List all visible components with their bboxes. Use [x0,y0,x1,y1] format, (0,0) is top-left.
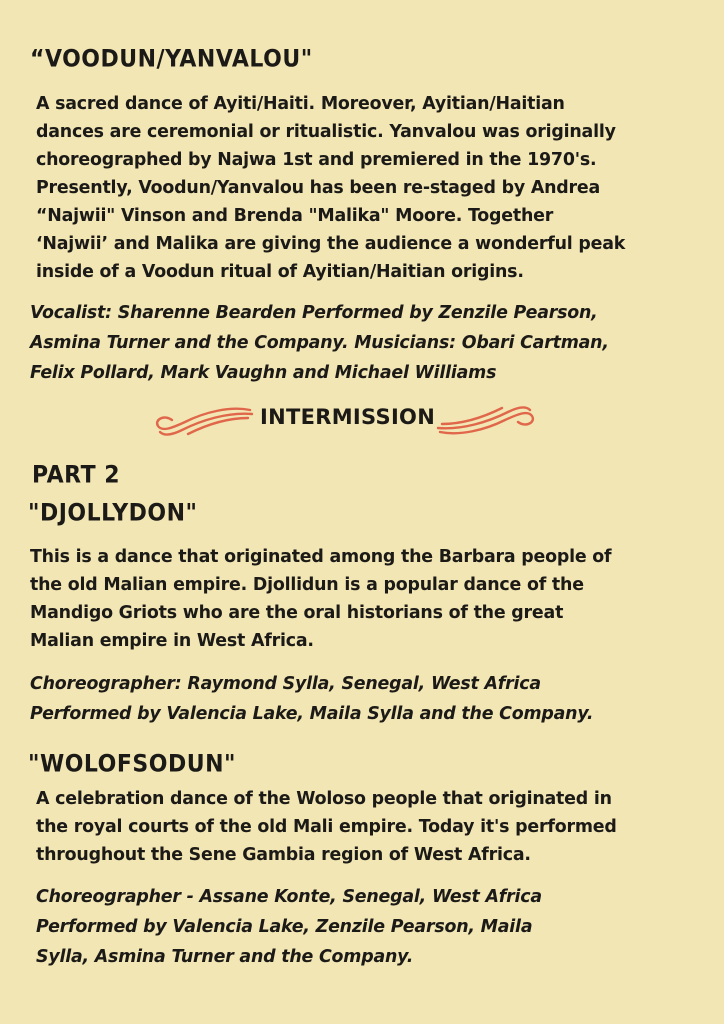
voodun-description: A sacred dance of Ayiti/Haiti. Moreover, Ayitian/Haitian dances are ceremonial or ritualistic. Yanvalou was originally choreographed by Najwa 1st and premiered in the 1970's. Presently, Voodun/Yanvalou has been re-staged by Andrea “Najwii" Vinson and Brenda "Malika" Moore. Together ‘Najwii’ and Malika are giving the audience a wonderful peak inside of a Voodun ritual of Ayitian/Haitian origins. [36,94,626,282]
voodun-credits: Vocalist: Sharenne Bearden Performed by Zenzile Pearson, Asmina Turner and the Company. Musicians: Obari Cartman, Felix Pollard, Mark Vaughn and Michael Williams [30,303,609,383]
voodun-title: “VOODUN/YANVALOU" [30,46,313,73]
djollydon-title: "DJOLLYDON" [28,500,198,527]
djollydon-credits: Choreographer: Raymond Sylla, Senegal, West Africa Performed by Valencia Lake, Maila Sylla and the Company. [30,674,594,724]
intermission-label: INTERMISSION [260,405,436,429]
right-swirl-icon [438,408,533,434]
wolofsodun-credits: Choreographer - Assane Konte, Senegal, West Africa Performed by Valencia Lake, Zenzile Pearson, Maila Sylla, Asmina Turner and the Company. [36,887,542,967]
wolofsodun-description: A celebration dance of the Woloso people that originated in the royal courts of the old Mali empire. Today it's performed throughout the Sene Gambia region of West Africa. [36,789,617,865]
wolofsodun-title: "WOLOFSODUN" [28,751,236,778]
part2-label: PART 2 [32,462,121,489]
left-swirl-icon [157,409,252,435]
djollydon-description: This is a dance that originated among the Barbara people of the old Malian empire. Djollidun is a popular dance of the Mandigo Griots who are the oral historians of the great Malian empire in West Africa. [30,547,612,651]
